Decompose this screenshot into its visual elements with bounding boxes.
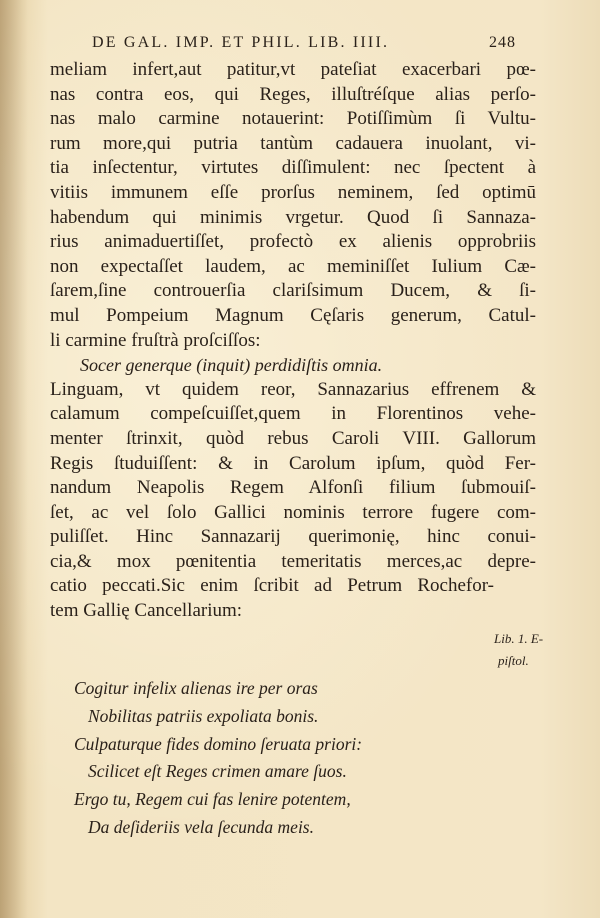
running-head (92, 34, 516, 56)
text-line: nas malo carmine notauerint: Potiſſimùm ſi Vultu- (50, 108, 536, 130)
text-line: meliam infert,aut patitur,vt pateſiat exacerbari pœ- (50, 59, 536, 80)
main-text-block (50, 58, 536, 624)
text-line: nas contra eos, qui Reges, illuſtréſque alias perſo- (50, 83, 536, 105)
text-line: puliſſet. Hinc Sannazarij querimonię, hinc conui- (50, 526, 536, 548)
text-line: calamum compeſcuiſſet,quem in Florentinos vehe- (50, 403, 536, 425)
text-line: habendum qui minimis vrgetur. Quod ſi Sannaza- (50, 206, 536, 228)
text-line: non expectaſſet laudem, ac meminiſſet Iulium Cæ- (50, 255, 536, 277)
verse-line: Ergo tu, Regem cui fas lenire potentem, (74, 789, 351, 810)
text-line: cia,& mox pœnitentia temeritatis merces,ac depre- (50, 550, 536, 572)
text-line: rius animaduertiſſet, profectò ex alienis opprobriis (50, 231, 536, 253)
verse-line: Nobilitas patriis expoliata bonis. (88, 705, 319, 726)
text-line: tem Gallię Cancellarium: (50, 600, 243, 622)
text-line: nandum Neapolis Regem Alfonſi filium ſubmouiſ- (50, 477, 536, 499)
verse-line: Cogitur infelix alienas ire per oras (74, 678, 318, 698)
page-gutter-shadow (0, 0, 28, 918)
text-line: catio peccati.Sic enim ſcribit ad Petrum Rochefor- (50, 575, 494, 597)
text-line: ſet, ac vel ſolo Gallici nominis terrore fugere com- (50, 501, 536, 523)
text-line: mul Pompeium Magnum Cęſaris generum, Catul- (50, 304, 536, 326)
text-line: Regis ſtuduiſſent: & in Carolum ipſum, quòd Fer- (50, 452, 536, 474)
text-line: rum more,qui putria tantùm cadauera inuolant, vi- (50, 132, 536, 154)
verse-line: Scilicet eſt Reges crimen amare ſuos. (88, 761, 347, 782)
text-line: tia inſectentur, virtutes diſſimulent: nec ſpectent à (50, 157, 536, 179)
marginal-note-line: Lib. 1. E- (494, 631, 544, 646)
text-line: li carmine fruſtrà proſciſſos: (50, 329, 261, 351)
verse-line: Da deſideriis vela ſecunda meis. (88, 816, 314, 837)
text-line: Linguam, vt quidem reor, Sannazarius effrenem & (50, 378, 536, 400)
verse-line: Culpaturque fides domino ſeruata priori: (74, 733, 363, 754)
running-head-title: DE GAL. IMP. ET PHIL. LIB. IIII. (92, 34, 390, 51)
page-number: 248 (489, 34, 516, 51)
marginal-note (494, 628, 543, 672)
text-line: vitiis immunem eſſe prorſus neminem, ſed optimū (50, 181, 536, 203)
verse-block (50, 675, 470, 842)
text-line: menter ſtrinxit, quòd rebus Caroli VIII. Gallorum (50, 427, 536, 449)
marginal-note-line: piſtol. (498, 653, 529, 668)
text-line: ſarem,ſine controuerſia clariſsimum Ducem, & ſi- (50, 280, 536, 302)
quoted-verse-line: Socer generque (inquit) perdidiſtis omnia. (80, 355, 383, 376)
